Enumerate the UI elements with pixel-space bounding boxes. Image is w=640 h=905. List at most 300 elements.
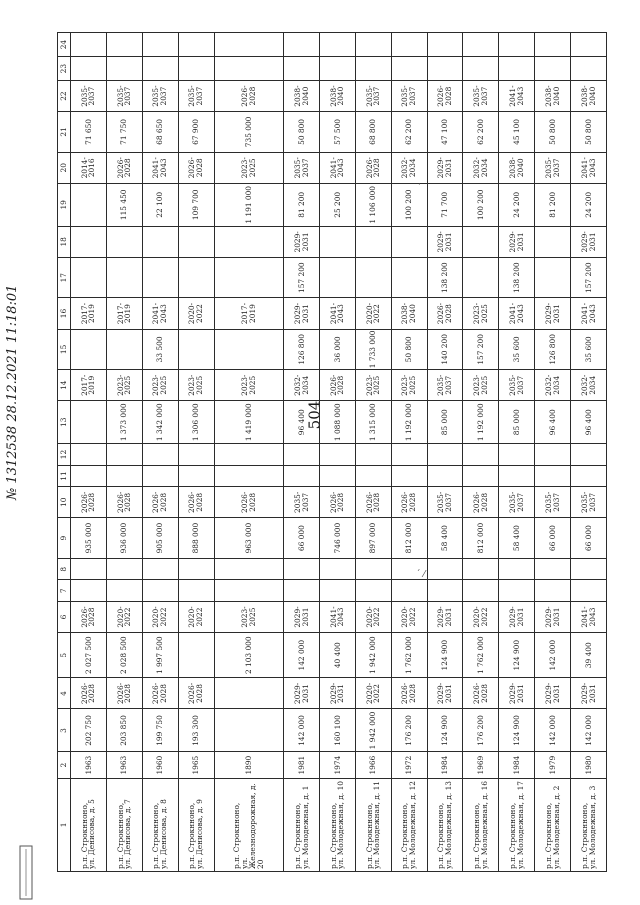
table-cell	[214, 580, 284, 602]
table-cell	[71, 57, 107, 81]
table-cell	[355, 465, 391, 487]
table-cell: 2032-2034	[391, 152, 427, 183]
table-cell	[571, 33, 607, 57]
table-cell	[142, 558, 178, 580]
table-cell	[71, 257, 107, 298]
table-cell	[463, 558, 499, 580]
table-cell: 2029-2031	[499, 601, 535, 632]
table-row	[499, 33, 535, 872]
table-cell: 2020-2022	[178, 298, 214, 329]
column-header: 23	[58, 57, 71, 81]
table-cell: 66 000	[535, 518, 571, 559]
table-cell	[571, 57, 607, 81]
table-cell: 2014-2016	[71, 152, 107, 183]
table-cell: 2029-2031	[284, 678, 320, 709]
table-cell: 2026-2028	[142, 487, 178, 518]
table-cell	[499, 57, 535, 81]
table-cell: 2017-2019	[71, 298, 107, 329]
table-cell	[142, 33, 178, 57]
column-header: 10	[58, 487, 71, 518]
table-cell	[535, 257, 571, 298]
table-cell: 1960	[142, 752, 178, 778]
table-cell: 1 762 000	[391, 633, 427, 678]
address-cell: р.п. Строкнноно, ул. Денисова, д. 7	[106, 778, 142, 871]
table-cell: 1979	[535, 752, 571, 778]
table-cell: 812 000	[463, 518, 499, 559]
column-header: 19	[58, 183, 71, 226]
table-cell: 1965	[178, 752, 214, 778]
table-cell: 2026-2028	[427, 298, 463, 329]
table-cell: 100 200	[391, 183, 427, 226]
table-cell	[535, 580, 571, 602]
table-cell: 176 200	[391, 709, 427, 752]
table-cell	[106, 558, 142, 580]
table-cell: 24 200	[571, 183, 607, 226]
table-cell: 2020-2022	[178, 601, 214, 632]
column-header: 20	[58, 152, 71, 183]
table-cell: 2041-2043	[142, 152, 178, 183]
table-cell: 124 900	[427, 709, 463, 752]
table-cell: 33 500	[142, 329, 178, 370]
table-cell	[106, 57, 142, 81]
table-row	[319, 33, 355, 872]
table-cell: 935 000	[71, 518, 107, 559]
table-cell	[319, 57, 355, 81]
table-cell: 2023-2025	[142, 370, 178, 401]
table-cell: 142 000	[284, 633, 320, 678]
table-cell: 176 200	[463, 709, 499, 752]
table-cell: 2020-2022	[463, 601, 499, 632]
table-cell	[178, 465, 214, 487]
table-cell: 96 400	[571, 401, 607, 444]
table-cell: 35 600	[571, 329, 607, 370]
table-cell: 157 200	[463, 329, 499, 370]
column-header: 17	[58, 257, 71, 298]
table-cell: 1890	[214, 752, 284, 778]
table-cell: 1969	[463, 752, 499, 778]
table-cell: 157 200	[571, 257, 607, 298]
table-cell: 2026-2028	[463, 678, 499, 709]
table-cell	[71, 401, 107, 444]
table-cell: 2026-2028	[178, 152, 214, 183]
table-cell	[71, 329, 107, 370]
table-cell: 2029-2031	[284, 601, 320, 632]
address-cell: р.п. Строкнноно, ул. Молодежная, д. 11	[355, 778, 391, 871]
table-cell: 126 800	[284, 329, 320, 370]
table-cell: 2041-2043	[571, 298, 607, 329]
table-cell: 2038-2040	[391, 298, 427, 329]
table-cell: 746 000	[319, 518, 355, 559]
table-cell	[214, 226, 284, 257]
table-cell	[319, 33, 355, 57]
table-cell	[499, 444, 535, 466]
table-cell: 199 750	[142, 709, 178, 752]
table-cell: 2020-2022	[106, 601, 142, 632]
table-cell: 36 000	[319, 329, 355, 370]
table-cell	[142, 57, 178, 81]
table-cell: 2035-2037	[463, 81, 499, 112]
table-row	[106, 33, 142, 872]
table-cell: 96 400	[284, 401, 320, 444]
table-cell: 2035-2037	[71, 81, 107, 112]
table-cell: 2038-2040	[535, 81, 571, 112]
column-header: 3	[58, 709, 71, 752]
table-cell	[571, 558, 607, 580]
table-cell: 2041-2043	[319, 298, 355, 329]
table-cell	[355, 226, 391, 257]
table-cell: 142 000	[535, 633, 571, 678]
table-cell: 66 000	[284, 518, 320, 559]
table-cell: 2020-2022	[355, 298, 391, 329]
table-cell: 142 000	[535, 709, 571, 752]
table-cell: 2026-2028	[106, 678, 142, 709]
table-cell	[535, 465, 571, 487]
table-cell: 2026-2028	[71, 678, 107, 709]
table-cell	[142, 226, 178, 257]
table-cell	[142, 257, 178, 298]
table-cell: 1 106 000	[355, 183, 391, 226]
table-cell: 81 200	[535, 183, 571, 226]
repair-schedule-table	[57, 32, 607, 872]
table-cell: 85 000	[427, 401, 463, 444]
table-cell	[71, 444, 107, 466]
table-cell: 2038-2040	[319, 81, 355, 112]
table-cell: 2026-2028	[391, 678, 427, 709]
table-cell: 138 200	[499, 257, 535, 298]
table-cell	[214, 678, 284, 709]
table-cell: 1 192 000	[463, 401, 499, 444]
table-cell	[142, 444, 178, 466]
table-cell: 50 800	[391, 329, 427, 370]
table-cell	[142, 580, 178, 602]
table-cell	[178, 226, 214, 257]
table-cell: 2026-2028	[463, 487, 499, 518]
column-header: 13	[58, 401, 71, 444]
table-cell: 2029-2031	[535, 601, 571, 632]
table-cell: 1 306 000	[178, 401, 214, 444]
table-cell: 50 800	[571, 112, 607, 153]
table-cell: 2026-2028	[214, 487, 284, 518]
table-cell	[214, 558, 284, 580]
table-cell	[284, 465, 320, 487]
table-cell: 81 200	[284, 183, 320, 226]
table-cell	[391, 465, 427, 487]
table-cell: 1 419 000	[214, 401, 284, 444]
table-cell	[214, 257, 284, 298]
table-cell	[319, 444, 355, 466]
column-header: 5	[58, 633, 71, 678]
document-id: № 1312538 28.12.2021 11:18:01	[5, 284, 20, 500]
table-cell	[463, 580, 499, 602]
table-cell: 2 103 000	[214, 633, 284, 678]
registry-stamp-icon	[19, 845, 33, 900]
table-cell	[535, 558, 571, 580]
column-header: 6	[58, 601, 71, 632]
column-header: 16	[58, 298, 71, 329]
table-cell: 2017-2019	[71, 370, 107, 401]
table-cell	[463, 257, 499, 298]
table-cell: 2026-2028	[106, 152, 142, 183]
column-header: 7	[58, 580, 71, 602]
table-cell: 160 100	[319, 709, 355, 752]
table-row	[571, 33, 607, 872]
table-cell: 2041-2043	[319, 152, 355, 183]
table-cell: 1 733 000	[355, 329, 391, 370]
table-cell: 2023-2025	[178, 370, 214, 401]
table-row	[463, 33, 499, 872]
table-cell	[178, 329, 214, 370]
address-cell: р.п. Строкнноно, ул. Молодежная, д. 12	[391, 778, 427, 871]
table-cell: 66 000	[571, 518, 607, 559]
table-cell	[178, 57, 214, 81]
table-cell	[391, 33, 427, 57]
table-cell	[535, 444, 571, 466]
table-cell: 25 200	[319, 183, 355, 226]
table-cell: 2035-2037	[178, 81, 214, 112]
scan-mark: ´ ⁄	[416, 570, 425, 580]
table-cell: 71 750	[106, 112, 142, 153]
table-cell: 2029-2031	[535, 678, 571, 709]
table-cell	[571, 444, 607, 466]
table-cell	[71, 183, 107, 226]
address-cell: р.п. Строкнноно, ул. Денисова, д. 9	[178, 778, 214, 871]
table-cell	[106, 465, 142, 487]
table-cell	[355, 257, 391, 298]
table-cell: 1 373 000	[106, 401, 142, 444]
table-container	[57, 32, 607, 872]
table-cell: 50 800	[284, 112, 320, 153]
table-cell: 1 191 000	[214, 183, 284, 226]
table-cell: 2026-2028	[427, 81, 463, 112]
table-cell	[214, 444, 284, 466]
table-cell: 202 750	[71, 709, 107, 752]
table-cell	[178, 444, 214, 466]
table-cell	[106, 580, 142, 602]
table-cell: 2038-2040	[284, 81, 320, 112]
table-cell: 71 650	[71, 112, 107, 153]
table-cell: 2029-2031	[427, 601, 463, 632]
table-cell	[284, 558, 320, 580]
table-cell	[71, 558, 107, 580]
table-cell	[71, 226, 107, 257]
table-cell: 936 000	[106, 518, 142, 559]
table-cell	[391, 257, 427, 298]
table-cell: 1981	[284, 752, 320, 778]
table-cell: 58 400	[499, 518, 535, 559]
table-cell: 2020-2022	[391, 601, 427, 632]
column-header: 21	[58, 112, 71, 153]
table-cell	[499, 33, 535, 57]
table-cell: 2026-2028	[71, 487, 107, 518]
table-cell: 735 000	[214, 112, 284, 153]
table-cell: 1 942 000	[355, 709, 391, 752]
table-cell: 124 900	[427, 633, 463, 678]
table-cell: 812 000	[391, 518, 427, 559]
table-cell: 124 900	[499, 633, 535, 678]
scan-mark: ·	[418, 180, 421, 190]
table-cell: 2035-2037	[571, 487, 607, 518]
table-cell: 2032-2034	[463, 152, 499, 183]
table-cell	[178, 257, 214, 298]
table-cell: 157 200	[284, 257, 320, 298]
table-cell: 68 650	[142, 112, 178, 153]
table-cell	[535, 57, 571, 81]
table-cell	[284, 580, 320, 602]
table-cell: 2038-2040	[571, 81, 607, 112]
table-cell: 2035-2037	[427, 370, 463, 401]
table-cell	[535, 33, 571, 57]
table-row	[178, 33, 214, 872]
table-cell	[284, 444, 320, 466]
table-cell	[427, 580, 463, 602]
table-cell: 2035-2037	[284, 152, 320, 183]
table-cell: 2029-2031	[427, 226, 463, 257]
table-cell: 124 900	[499, 709, 535, 752]
table-cell	[214, 465, 284, 487]
table-cell	[463, 33, 499, 57]
table-cell: 963 000	[214, 518, 284, 559]
table-row	[355, 33, 391, 872]
table-cell: 1963	[106, 752, 142, 778]
table-cell: 2029-2031	[535, 298, 571, 329]
table-cell: 2035-2037	[142, 81, 178, 112]
table-cell	[355, 444, 391, 466]
table-cell	[142, 465, 178, 487]
table-cell	[214, 329, 284, 370]
table-cell: 50 800	[535, 112, 571, 153]
table-cell: 140 200	[427, 329, 463, 370]
table-cell	[71, 465, 107, 487]
table-cell: 2026-2028	[319, 370, 355, 401]
table-cell: 2032-2034	[535, 370, 571, 401]
table-cell	[178, 558, 214, 580]
table-cell: 193 300	[178, 709, 214, 752]
address-cell: р.п. Строкнноно, ул. Молодежная, д. 10	[319, 778, 355, 871]
table-cell: 2029-2031	[499, 678, 535, 709]
table-cell	[571, 465, 607, 487]
table-cell: 1972	[391, 752, 427, 778]
table-cell	[355, 33, 391, 57]
table-cell: 2023-2025	[463, 370, 499, 401]
table-cell: 35 600	[499, 329, 535, 370]
table-cell	[214, 57, 284, 81]
address-cell: р.п. Строкнноно, ул. Молодежная, д. 3	[571, 778, 607, 871]
table-cell	[463, 444, 499, 466]
table-cell: 888 000	[178, 518, 214, 559]
table-cell: 2017-2019	[214, 298, 284, 329]
table-cell: 905 000	[142, 518, 178, 559]
table-cell: 2041-2043	[571, 152, 607, 183]
table-cell: 47 100	[427, 112, 463, 153]
table-cell	[106, 226, 142, 257]
table-cell: 39 400	[571, 633, 607, 678]
table-cell: 2023-2025	[214, 601, 284, 632]
table-cell: 2029-2031	[499, 226, 535, 257]
table-row	[142, 33, 178, 872]
table-cell	[391, 226, 427, 257]
table-cell: 2026-2028	[71, 601, 107, 632]
table-cell: 40 400	[319, 633, 355, 678]
table-cell: 1 342 000	[142, 401, 178, 444]
table-cell: 2023-2025	[106, 370, 142, 401]
table-cell	[284, 33, 320, 57]
table-cell	[106, 33, 142, 57]
table-cell	[106, 329, 142, 370]
table-cell: 2041-2043	[319, 601, 355, 632]
table-cell	[71, 580, 107, 602]
table-cell	[427, 33, 463, 57]
table-cell: 96 400	[535, 401, 571, 444]
address-cell: р.п. Строкнноно, ул. Молодежная, д. 2	[535, 778, 571, 871]
table-cell: 2026-2028	[355, 152, 391, 183]
table-cell	[427, 558, 463, 580]
table-row	[535, 33, 571, 872]
table-row	[284, 33, 320, 872]
table-cell: 2 028 500	[106, 633, 142, 678]
table-cell	[214, 709, 284, 752]
table-row	[71, 33, 107, 872]
table-cell	[106, 257, 142, 298]
table-cell: 2035-2037	[499, 370, 535, 401]
table-cell: 2035-2037	[284, 487, 320, 518]
table-cell: 2032-2034	[571, 370, 607, 401]
table-row	[391, 33, 427, 872]
table-cell: 2041-2043	[571, 601, 607, 632]
table-cell: 62 200	[391, 112, 427, 153]
table-cell: 138 200	[427, 257, 463, 298]
table-cell: 2 027 500	[71, 633, 107, 678]
address-cell: р.п. Строкнноно, ул. Молодежная, д. 13	[427, 778, 463, 871]
table-cell	[499, 465, 535, 487]
table-cell	[284, 57, 320, 81]
table-cell: 2026-2028	[391, 487, 427, 518]
table-cell: 1 315 000	[355, 401, 391, 444]
table-cell	[463, 226, 499, 257]
table-cell: 68 800	[355, 112, 391, 153]
table-cell: 2035-2037	[427, 487, 463, 518]
table-cell	[355, 57, 391, 81]
table-cell: 2029-2031	[427, 678, 463, 709]
table-cell: 2023-2025	[214, 370, 284, 401]
table-cell: 62 200	[463, 112, 499, 153]
table-cell	[571, 580, 607, 602]
table-cell: 2029-2031	[427, 152, 463, 183]
column-header: 22	[58, 81, 71, 112]
table-cell	[319, 558, 355, 580]
table-cell: 1 997 500	[142, 633, 178, 678]
table-cell: 142 000	[284, 709, 320, 752]
table-cell: 1974	[319, 752, 355, 778]
table-cell: 100 200	[463, 183, 499, 226]
table-cell: 2035-2037	[391, 81, 427, 112]
table-cell	[319, 257, 355, 298]
table-cell: 1 192 000	[391, 401, 427, 444]
table-cell: 2038-2040	[499, 152, 535, 183]
column-header: 9	[58, 518, 71, 559]
table-cell: 1966	[355, 752, 391, 778]
table-cell: 2035-2037	[106, 81, 142, 112]
table-cell	[355, 580, 391, 602]
address-cell: р.п. Строкнноно, ул. Молодежная, д. 17	[499, 778, 535, 871]
table-cell: 2029-2031	[571, 226, 607, 257]
table-cell: 2020-2022	[355, 678, 391, 709]
table-cell: 71 700	[427, 183, 463, 226]
table-cell: 2026-2028	[355, 487, 391, 518]
table-cell: 67 900	[178, 112, 214, 153]
table-cell	[391, 580, 427, 602]
table-cell	[499, 580, 535, 602]
table-cell: 2017-2019	[106, 298, 142, 329]
